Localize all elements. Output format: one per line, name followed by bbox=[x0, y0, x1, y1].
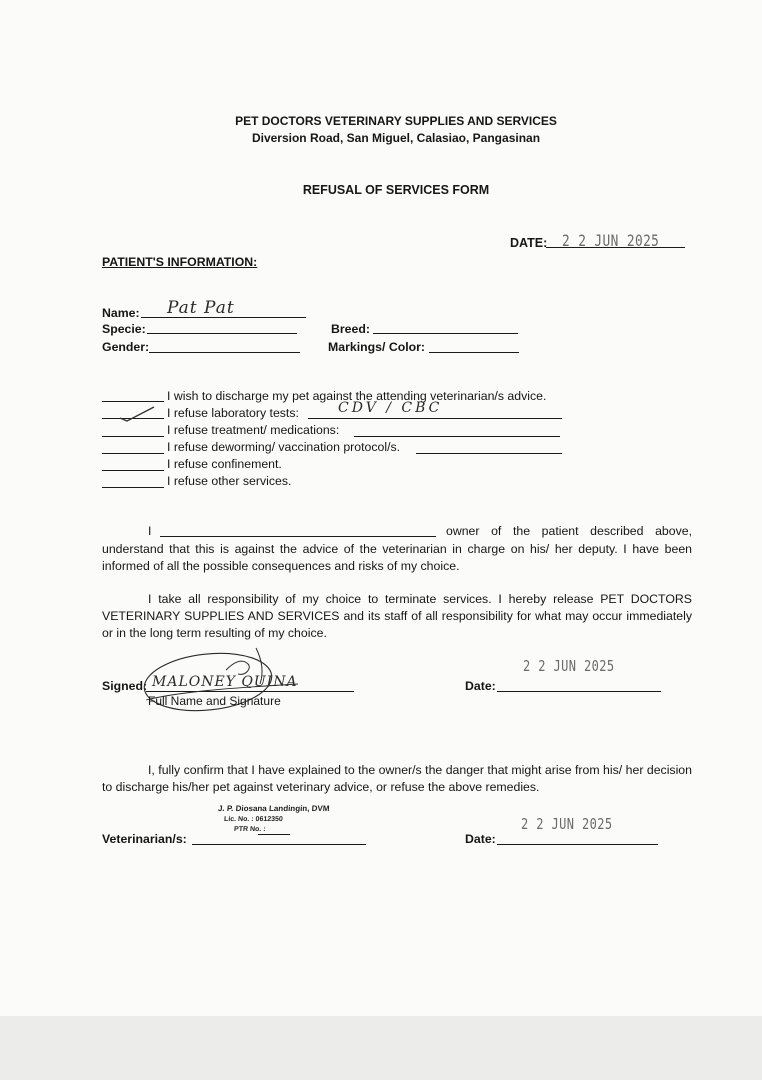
statement2-body: I take all responsibility of my choice to terminate services. I hereby release PET DOCTORS VETERINARY SUPPLIES AND SERVICES and its staff of all responsibility for what may occur immediately or in the long term resulting of my choice. bbox=[102, 592, 692, 640]
deworming-line bbox=[416, 453, 562, 454]
option-blank-5[interactable] bbox=[102, 470, 164, 471]
signature-handwritten: MALONEY QUINA bbox=[152, 674, 298, 690]
breed-line bbox=[373, 333, 518, 334]
owner-date-label: Date: bbox=[465, 679, 496, 693]
option-lab-tests-label: I refuse laboratory tests: bbox=[167, 406, 299, 420]
signed-label: Signed: bbox=[102, 679, 148, 693]
date-label: DATE: bbox=[510, 236, 548, 250]
owner-date-line[interactable] bbox=[497, 691, 661, 692]
scan-bottom-margin bbox=[0, 1016, 762, 1080]
veterinarian-line[interactable] bbox=[192, 844, 366, 845]
option-blank-1[interactable] bbox=[102, 401, 164, 402]
specie-label: Specie: bbox=[102, 322, 146, 336]
breed-label: Breed: bbox=[331, 322, 370, 336]
gender-line bbox=[149, 352, 300, 353]
statement1-line1-suffix: owner of the patient described above, bbox=[446, 524, 692, 538]
name-label: Name: bbox=[102, 306, 140, 320]
gender-label: Gender: bbox=[102, 340, 150, 354]
treatment-line bbox=[354, 436, 560, 437]
owner-date-stamp: 2 2 JUN 2025 bbox=[523, 657, 615, 675]
company-name: PET DOCTORS VETERINARY SUPPLIES AND SERVICES bbox=[235, 114, 557, 128]
option-blank-3[interactable] bbox=[102, 436, 164, 437]
option-blank-4[interactable] bbox=[102, 453, 164, 454]
specie-line bbox=[147, 333, 297, 334]
form-title: REFUSAL OF SERVICES FORM bbox=[302, 183, 490, 197]
company-address: Diversion Road, San Miguel, Calasiao, Pangasinan bbox=[251, 131, 541, 145]
option-other-label: I refuse other services. bbox=[167, 474, 292, 488]
vet-stamp-name: J. P. Diosana Landingin, DVM bbox=[217, 804, 330, 813]
date-stamp: 2 2 JUN 2025 bbox=[562, 231, 660, 250]
lab-tests-handwritten: CDV / CBC bbox=[338, 400, 443, 416]
vet-date-line[interactable] bbox=[497, 844, 658, 845]
option-blank-6[interactable] bbox=[102, 487, 164, 488]
markings-line bbox=[429, 352, 519, 353]
signature-caption: Full Name and Signature bbox=[148, 694, 281, 708]
vet-date-stamp: 2 2 JUN 2025 bbox=[521, 815, 613, 833]
vet-stamp-ptr: PTR No. : bbox=[233, 826, 266, 833]
option-treatment-label: I refuse treatment/ medications: bbox=[167, 423, 340, 437]
patient-info-heading: PATIENT'S INFORMATION: bbox=[102, 255, 258, 269]
vet-date-label: Date: bbox=[465, 832, 496, 846]
lab-tests-line bbox=[308, 418, 562, 419]
option-discharge-label: I wish to discharge my pet against the attending veterinarian/s advice. bbox=[167, 389, 547, 403]
statement1-body: understand that this is against the advice of the veterinarian in charge on his/ her deputy. I have been informed of all the possible consequences and risks of my choice. bbox=[102, 542, 692, 573]
option-confinement-label: I refuse confinement. bbox=[167, 457, 282, 471]
veterinarian-label: Veterinarian/s: bbox=[102, 832, 187, 846]
owner-name-line[interactable] bbox=[160, 536, 436, 537]
markings-label: Markings/ Color: bbox=[328, 340, 426, 354]
statement3-body: I, fully confirm that I have explained to the owner/s the danger that might arise from his/ her decision to discharge his/her pet against veterinary advice, or refuse the above remedies. bbox=[102, 763, 692, 794]
name-handwritten: Pat Pat bbox=[167, 298, 235, 318]
check-mark-icon bbox=[118, 404, 158, 424]
option-deworming-label: I refuse deworming/ vaccination protocol/s. bbox=[167, 440, 401, 454]
statement1-prefix: I bbox=[148, 524, 152, 538]
vet-stamp-license: Lic. No. : 0612350 bbox=[223, 816, 284, 823]
vet-stamp-ptr-line bbox=[258, 834, 290, 835]
